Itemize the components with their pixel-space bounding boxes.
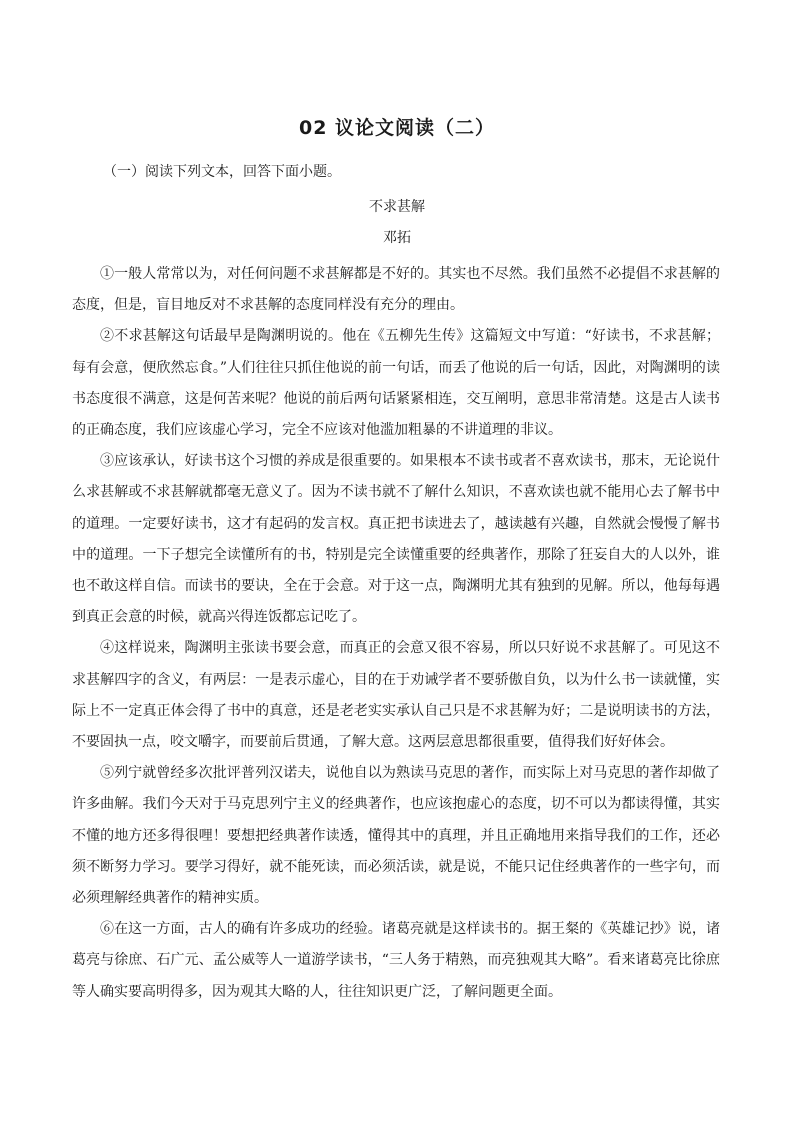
article-title: 不求甚解 xyxy=(369,199,425,215)
article-body xyxy=(72,259,720,1008)
article-author: 邓拓 xyxy=(383,230,411,246)
paragraph-2: ②不求甚解这句话最早是陶渊明说的。他在《五柳先生传》这篇短文中写道：“好读书，不求甚解；每有会意，便欣然忘食。”人们往往只抓住他说的前一句话，而丢了他说的后一句话，因此，对陶渊明的读书态度很不满意，这是何苦来呢？他说的前后两句话紧紧相连，交互阐明，意思非常清楚。这是古人读书的正确态度，我们应该虚心学习，完全不应该对他滥加粗暴的不讲道理的非议。 xyxy=(72,328,720,439)
paragraph-4: ④这样说来，陶渊明主张读书要会意，而真正的会意又很不容易，所以只好说不求甚解了。可见这不求甚解四字的含义，有两层：一是表示虚心，目的在于劝诫学者不要骄傲自负，以为什么书一读就懂，实际上不一定真正体会得了书中的真意，还是老老实实承认自己只是不求甚解为好；二是说明读书的方法，不要固执一点，咬文嚼字，而要前后贯通，了解大意。这两层意思都很重要，值得我们好好体会。 xyxy=(72,640,720,751)
document-title: 02 议论文阅读（二） xyxy=(298,117,496,139)
paragraph-1: ①一般人常常以为，对任何问题不求甚解都是不好的。其实也不尽然。我们虽然不必提倡不求甚解的态度，但是，盲目地反对不求甚解的态度同样没有充分的理由。 xyxy=(72,266,720,314)
reading-instruction: （一）阅读下列文本，回答下面小题。 xyxy=(103,164,341,180)
paragraph-5: ⑤列宁就曾经多次批评普列汉诺夫，说他自以为熟读马克思的著作，而实际上对马克思的著作却做了许多曲解。我们今天对于马克思列宁主义的经典著作，也应该抱虚心的态度，切不可以为都读得懂，其实不懂的地方还多得很哩！要想把经典著作读透，懂得其中的真理，并且正确地用来指导我们的工作，还必须不断努力学习。要学习得好，就不能死读，而必须活读，就是说，不能只记住经典著作的一些字句，而必须理解经典著作的精神实质。 xyxy=(72,765,720,907)
paragraph-6: ⑥在这一方面，古人的确有许多成功的经验。诸葛亮就是这样读书的。据王粲的《英雄记抄》说，诸葛亮与徐庶、石广元、孟公威等人一道游学读书，“三人务于精熟，而亮独观其大略”。看来诸葛亮比徐庶等人确实要高明得多，因为观其大略的人，往往知识更广泛，了解问题更全面。 xyxy=(72,921,720,1000)
paragraph-3: ③应该承认，好读书这个习惯的养成是很重要的。如果根本不读书或者不喜欢读书，那末，无论说什么求甚解或不求甚解就都毫无意义了。因为不读书就不了解什么知识，不喜欢读也就不能用心去了解书中的道理。一定要好读书，这才有起码的发言权。真正把书读进去了，越读越有兴趣，自然就会慢慢了解书中的道理。一下子想完全读懂所有的书，特别是完全读懂重要的经典著作，那除了狂妄自大的人以外，谁也不敢这样自信。而读书的要诀，全在于会意。对于这一点，陶渊明尤其有独到的见解。所以，他每每遇到真正会意的时候，就高兴得连饭都忘记吃了。 xyxy=(72,453,720,626)
